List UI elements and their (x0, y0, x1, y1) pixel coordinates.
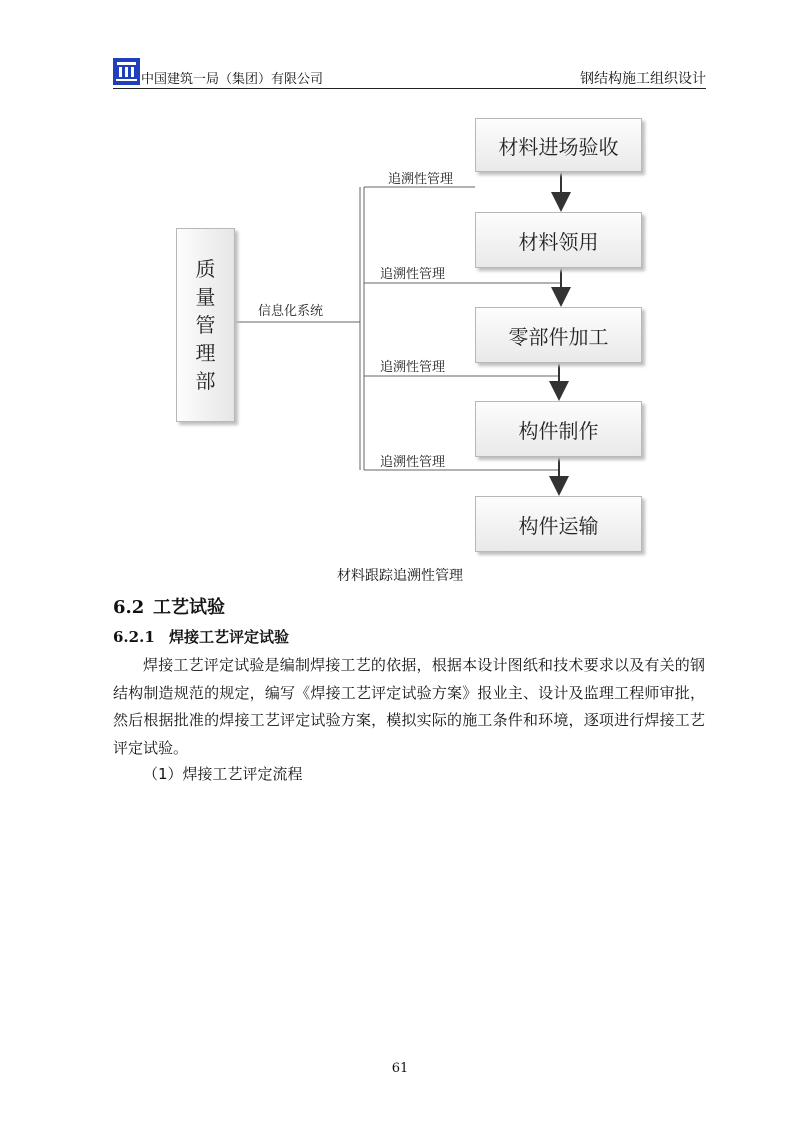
step-box-material-acceptance (475, 118, 642, 172)
page-number: 61 (391, 1061, 409, 1076)
document-title: 钢结构施工组织设计 (580, 71, 706, 87)
department-char: 理 (195, 341, 216, 365)
quality-department-box (176, 228, 235, 422)
list-item: （1）焊接工艺评定流程 (143, 765, 303, 783)
step-label: 材料领用 (518, 229, 599, 254)
step-label: 零部件加工 (508, 324, 609, 349)
step-box-component-transport (475, 496, 642, 552)
body-paragraph: 焊接工艺评定试验是编制焊接工艺的依据，根据本设计图纸和技术要求以及有关的钢结构制造规范的规定，编写《焊接工艺评定试验方案》报业主、设计及监理工程师审批，然后根据批准的焊接工艺评定试验方案，模拟实际的施工条件和环境，逐项进行焊接工艺评定试验。 (113, 656, 705, 757)
step-box-parts-processing (475, 307, 642, 363)
section-heading (113, 593, 225, 619)
trace-label: 追溯性管理 (380, 267, 446, 282)
figure-caption: 材料跟踪追溯性管理 (337, 568, 463, 584)
department-char: 管 (195, 313, 216, 337)
step-label: 构件运输 (518, 513, 599, 538)
trace-label: 追溯性管理 (380, 360, 446, 375)
section-title: 工艺试验 (153, 597, 225, 618)
department-char: 量 (195, 285, 216, 309)
subsection-number: 6.2.1 (113, 628, 155, 646)
department-char: 部 (195, 369, 216, 393)
subsection-title: 焊接工艺评定试验 (169, 628, 290, 646)
trace-label: 追溯性管理 (388, 172, 454, 187)
company-name: 中国建筑一局（集团）有限公司 (141, 72, 324, 87)
step-box-component-fabrication (475, 401, 642, 457)
subsection-heading (113, 626, 289, 647)
step-label: 构件制作 (518, 418, 599, 443)
step-label: 材料进场验收 (498, 134, 619, 159)
section-number: 6.2 (113, 597, 145, 618)
info-system-label: 信息化系统 (258, 304, 324, 319)
step-box-material-issue (475, 212, 642, 268)
department-char: 质 (195, 257, 216, 281)
trace-label: 追溯性管理 (380, 455, 446, 470)
